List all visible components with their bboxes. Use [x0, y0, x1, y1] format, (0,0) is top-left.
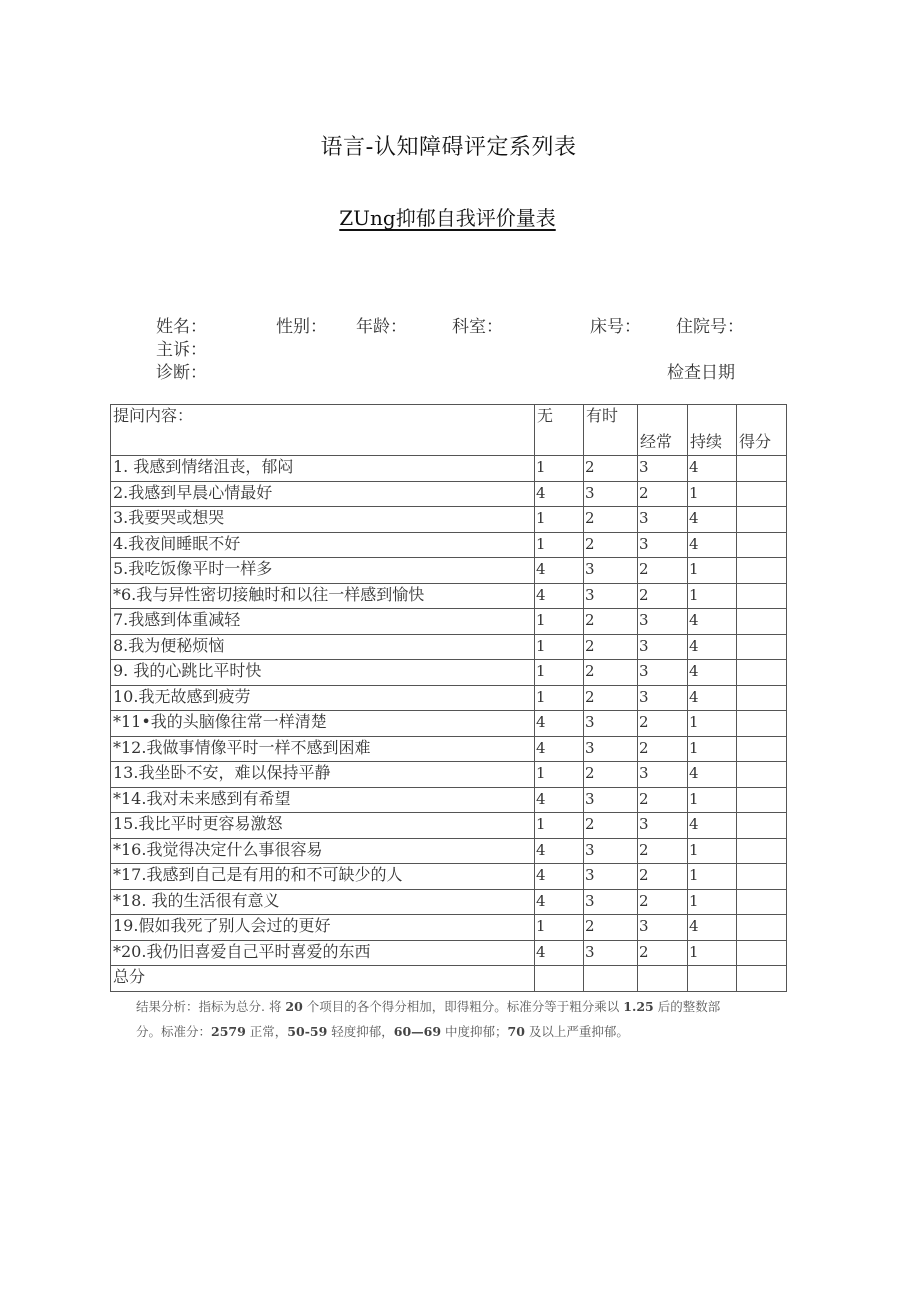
score-cell: [737, 609, 787, 635]
option-always-cell: 1: [688, 787, 737, 813]
option-always-cell: 4: [688, 762, 737, 788]
option-often-cell: 3: [638, 456, 688, 482]
table-row: [111, 762, 787, 788]
table-row: [111, 864, 787, 890]
diagnosis-label: 诊断：: [156, 363, 207, 383]
complaint-label: 主诉：: [156, 340, 207, 360]
option-sometimes-cell: 3: [584, 558, 638, 584]
option-often-cell: 3: [638, 532, 688, 558]
option-none-cell: 4: [535, 940, 584, 966]
option-often-cell: 3: [638, 915, 688, 941]
table-row: [111, 915, 787, 941]
option-none-cell: 4: [535, 864, 584, 890]
option-always-cell: 1: [688, 864, 737, 890]
table-row: [111, 838, 787, 864]
header-often: 经常: [638, 405, 688, 456]
option-always-cell: 4: [688, 813, 737, 839]
score-cell: [737, 889, 787, 915]
option-sometimes-cell: 3: [584, 864, 638, 890]
admission-number-label: 住院号：: [676, 317, 744, 337]
option-sometimes-cell: 2: [584, 507, 638, 533]
option-often-cell: 2: [638, 583, 688, 609]
option-none-cell: 4: [535, 481, 584, 507]
option-often-cell: 2: [638, 736, 688, 762]
header-score: 得分: [737, 405, 787, 456]
score-cell: [737, 481, 787, 507]
total-row: [111, 966, 787, 992]
option-sometimes-cell: 3: [584, 889, 638, 915]
option-none-cell: 4: [535, 558, 584, 584]
table-row: [111, 481, 787, 507]
option-often-cell: 3: [638, 813, 688, 839]
rating-table: [110, 404, 787, 992]
option-none-cell: 4: [535, 736, 584, 762]
total-empty-cell: [737, 966, 787, 992]
total-empty-cell: [535, 966, 584, 992]
option-none-cell: 1: [535, 532, 584, 558]
question-cell: *12.我做事情像平时一样不感到困难: [111, 736, 535, 762]
option-always-cell: 4: [688, 634, 737, 660]
question-cell: *14.我对未来感到有希望: [111, 787, 535, 813]
table-row: [111, 813, 787, 839]
result-analysis-line-1: 结果分析：指标为总分. 将 20 个项目的各个得分相加，即得粗分。标准分等于粗分乘以 1.25 后的整数部: [136, 999, 721, 1014]
option-sometimes-cell: 2: [584, 762, 638, 788]
option-sometimes-cell: 2: [584, 634, 638, 660]
header-always: 持续: [688, 405, 737, 456]
option-sometimes-cell: 3: [584, 940, 638, 966]
name-label: 姓名：: [156, 317, 207, 337]
option-often-cell: 3: [638, 634, 688, 660]
option-sometimes-cell: 3: [584, 736, 638, 762]
total-empty-cell: [688, 966, 737, 992]
table-row: [111, 558, 787, 584]
option-often-cell: 2: [638, 838, 688, 864]
table-header-row: [111, 405, 787, 456]
total-label: 总分: [111, 966, 535, 992]
score-cell: [737, 787, 787, 813]
table-row: [111, 711, 787, 737]
option-none-cell: 1: [535, 507, 584, 533]
option-often-cell: 3: [638, 762, 688, 788]
table-row: [111, 889, 787, 915]
question-cell: 2.我感到早晨心情最好: [111, 481, 535, 507]
option-always-cell: 4: [688, 609, 737, 635]
score-cell: [737, 762, 787, 788]
option-often-cell: 3: [638, 609, 688, 635]
score-cell: [737, 736, 787, 762]
score-cell: [737, 456, 787, 482]
option-none-cell: 4: [535, 787, 584, 813]
option-sometimes-cell: 2: [584, 685, 638, 711]
option-always-cell: 4: [688, 660, 737, 686]
option-always-cell: 4: [688, 532, 737, 558]
table-row: [111, 685, 787, 711]
question-cell: *17.我感到自己是有用的和不可缺少的人: [111, 864, 535, 890]
option-always-cell: 1: [688, 838, 737, 864]
table-row: [111, 583, 787, 609]
option-none-cell: 4: [535, 711, 584, 737]
option-always-cell: 4: [688, 685, 737, 711]
score-cell: [737, 507, 787, 533]
option-none-cell: 1: [535, 634, 584, 660]
option-sometimes-cell: 3: [584, 583, 638, 609]
option-always-cell: 1: [688, 711, 737, 737]
option-none-cell: 1: [535, 609, 584, 635]
option-always-cell: 1: [688, 940, 737, 966]
question-cell: *16.我觉得决定什么事很容易: [111, 838, 535, 864]
table-row: [111, 532, 787, 558]
score-cell: [737, 864, 787, 890]
option-always-cell: 1: [688, 889, 737, 915]
question-cell: 3.我要哭或想哭: [111, 507, 535, 533]
option-sometimes-cell: 3: [584, 838, 638, 864]
option-sometimes-cell: 3: [584, 481, 638, 507]
score-cell: [737, 634, 787, 660]
question-cell: 1. 我感到情绪沮丧，郁闷: [111, 456, 535, 482]
option-sometimes-cell: 2: [584, 532, 638, 558]
table-row: [111, 634, 787, 660]
score-cell: [737, 940, 787, 966]
table-row: [111, 507, 787, 533]
option-none-cell: 1: [535, 456, 584, 482]
question-cell: 13.我坐卧不安，难以保持平静: [111, 762, 535, 788]
question-cell: *11•我的头脑像往常一样清楚: [111, 711, 535, 737]
result-analysis-line-2: 分。标准分：2579 正常，50-59 轻度抑郁，60—69 中度抑郁；70 及以上严重抑郁。: [136, 1024, 629, 1039]
score-cell: [737, 532, 787, 558]
department-label: 科室：: [452, 317, 503, 337]
score-cell: [737, 838, 787, 864]
age-label: 年龄：: [356, 317, 407, 337]
option-none-cell: 1: [535, 813, 584, 839]
question-cell: 7.我感到体重减轻: [111, 609, 535, 635]
score-cell: [737, 711, 787, 737]
option-always-cell: 1: [688, 583, 737, 609]
table-row: [111, 609, 787, 635]
question-cell: 9. 我的心跳比平时快: [111, 660, 535, 686]
header-none: 无: [535, 405, 584, 456]
score-cell: [737, 813, 787, 839]
option-often-cell: 2: [638, 481, 688, 507]
option-always-cell: 1: [688, 481, 737, 507]
header-question: 提问内容：: [111, 405, 535, 456]
question-cell: 4.我夜间睡眠不好: [111, 532, 535, 558]
option-often-cell: 3: [638, 507, 688, 533]
score-cell: [737, 660, 787, 686]
option-always-cell: 1: [688, 558, 737, 584]
option-sometimes-cell: 3: [584, 787, 638, 813]
question-cell: 10.我无故感到疲劳: [111, 685, 535, 711]
question-cell: *20.我仍旧喜爱自己平时喜爱的东西: [111, 940, 535, 966]
option-none-cell: 4: [535, 889, 584, 915]
option-always-cell: 4: [688, 915, 737, 941]
total-empty-cell: [584, 966, 638, 992]
option-sometimes-cell: 2: [584, 813, 638, 839]
exam-date-label: 检查日期: [667, 363, 735, 383]
score-cell: [737, 915, 787, 941]
option-sometimes-cell: 2: [584, 609, 638, 635]
table-row: [111, 787, 787, 813]
option-none-cell: 1: [535, 762, 584, 788]
option-often-cell: 3: [638, 685, 688, 711]
gender-label: 性别：: [276, 317, 327, 337]
option-none-cell: 4: [535, 583, 584, 609]
option-none-cell: 1: [535, 915, 584, 941]
option-sometimes-cell: 3: [584, 711, 638, 737]
option-sometimes-cell: 2: [584, 456, 638, 482]
total-empty-cell: [638, 966, 688, 992]
option-always-cell: 4: [688, 507, 737, 533]
option-sometimes-cell: 2: [584, 660, 638, 686]
question-cell: 15.我比平时更容易激怒: [111, 813, 535, 839]
table-row: [111, 660, 787, 686]
option-none-cell: 4: [535, 838, 584, 864]
score-cell: [737, 685, 787, 711]
option-sometimes-cell: 2: [584, 915, 638, 941]
header-sometimes: 有时: [584, 405, 638, 456]
option-always-cell: 4: [688, 456, 737, 482]
score-cell: [737, 583, 787, 609]
table-row: [111, 940, 787, 966]
option-none-cell: 1: [535, 660, 584, 686]
question-cell: 19.假如我死了别人会过的更好: [111, 915, 535, 941]
document-title: 语言-认知障碍评定系列表: [320, 135, 577, 160]
table-row: [111, 736, 787, 762]
option-often-cell: 2: [638, 787, 688, 813]
option-often-cell: 2: [638, 940, 688, 966]
question-cell: *18. 我的生活很有意义: [111, 889, 535, 915]
bed-number-label: 床号：: [590, 317, 641, 337]
score-cell: [737, 558, 787, 584]
option-often-cell: 2: [638, 558, 688, 584]
option-always-cell: 1: [688, 736, 737, 762]
table-row: [111, 456, 787, 482]
question-cell: 5.我吃饭像平时一样多: [111, 558, 535, 584]
option-often-cell: 2: [638, 864, 688, 890]
option-none-cell: 1: [535, 685, 584, 711]
question-cell: 8.我为便秘烦恼: [111, 634, 535, 660]
scale-title: ZUng抑郁自我评价量表: [339, 206, 556, 230]
option-often-cell: 2: [638, 711, 688, 737]
option-often-cell: 3: [638, 660, 688, 686]
option-often-cell: 2: [638, 889, 688, 915]
question-cell: *6.我与异性密切接触时和以往一样感到愉快: [111, 583, 535, 609]
